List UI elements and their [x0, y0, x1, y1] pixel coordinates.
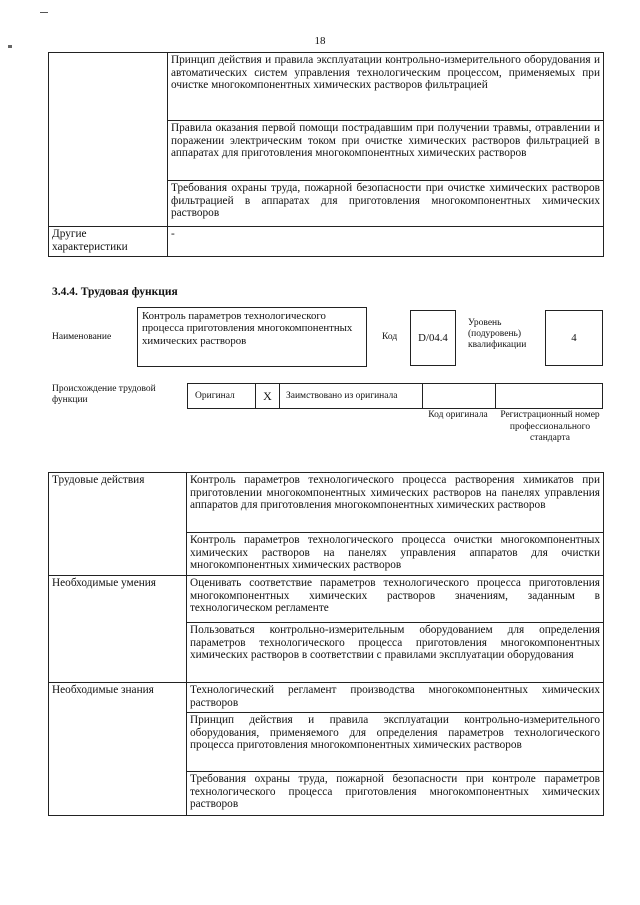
knowledge-item: Принцип действия и правила эксплуатации контрольно-измерительного оборудования, применяемого для определения параметров технологического процесса приготовления многокомпонентных химических растворов	[187, 713, 604, 772]
registration-number-cell	[496, 384, 602, 408]
skills-label: Необходимые умения	[49, 576, 187, 683]
skill-item: Пользоваться контрольно-измерительным оборудованием для определения параметров технологического процесса приготовления многокомпонентных химических растворов в соответствии с правилами эксплуатации оборудования	[187, 623, 604, 683]
labor-action-item: Контроль параметров технологического процесса очистки многокомпонентных химических растворов на панелях управления аппаратов для очистки многокомпонентных химических растворов	[187, 533, 604, 576]
skill-item: Оценивать соответствие параметров технологического процесса приготовления многокомпонентных химических растворов значениям, заданным в технологическом регламенте	[187, 576, 604, 623]
knowledge-item: Правила оказания первой помощи пострадавшим при получении травмы, отравлении и поражении электрическим током при очистке химических растворов фильтрацией в аппаратах для приготовления многокомпонентных химических растворов	[168, 121, 604, 181]
original-label: Оригинал	[188, 384, 256, 408]
borrowed-label: Заимствовано из оригинала	[280, 384, 423, 408]
function-name-box: Контроль параметров технологического процесса приготовления многокомпонентных химических растворов	[137, 307, 367, 367]
labor-actions-label: Трудовые действия	[49, 473, 187, 576]
top-table	[48, 52, 604, 257]
function-code-box: D/04.4	[410, 310, 456, 366]
other-characteristics-value: -	[168, 227, 604, 257]
scan-mark	[40, 12, 48, 17]
code-label: Код	[382, 332, 398, 342]
name-label: Наименование	[52, 332, 112, 342]
page-number: 18	[314, 35, 326, 47]
knowledge-item: Технологический регламент производства многокомпонентных химических растворов	[187, 683, 604, 713]
original-code-cell	[423, 384, 496, 408]
knowledge-label: Необходимые знания	[49, 683, 187, 816]
origin-table	[187, 383, 603, 409]
code-caption: Код оригинала	[428, 410, 488, 420]
other-characteristics-label: Другие характеристики	[49, 227, 168, 257]
labor-action-item: Контроль параметров технологического процесса растворения химикатов при приготовлении многокомпонентных химических растворов на панелях управления аппаратов для приготовления многокомпонентных химических растворов	[187, 473, 604, 533]
knowledge-item: Требования охраны труда, пожарной безопасности при очистке химических растворов фильтрацией в аппаратах для приготовления многокомпонентных химических растворов	[168, 181, 604, 227]
qualification-level-box: 4	[545, 310, 603, 366]
qualification-level-label: Уровень (подуровень) квалификации	[468, 318, 527, 350]
registration-caption: Регистрационный номер профессионального стандарта	[500, 410, 600, 443]
original-checkmark: X	[256, 384, 280, 408]
knowledge-item: Принцип действия и правила эксплуатации контрольно-измерительного оборудования и автоматических систем управления технологическим процессом, применяемых при очистке многокомпонентных химических растворов фильтрацией	[168, 53, 604, 121]
table-label-cell	[49, 53, 168, 227]
main-table	[48, 472, 604, 816]
section-heading: 3.4.4. Трудовая функция	[52, 286, 178, 298]
origin-label: Происхождение трудовой функции	[52, 384, 156, 405]
knowledge-item: Требования охраны труда, пожарной безопасности при контроле параметров технологического процесса приготовления многокомпонентных химических растворов	[187, 772, 604, 816]
